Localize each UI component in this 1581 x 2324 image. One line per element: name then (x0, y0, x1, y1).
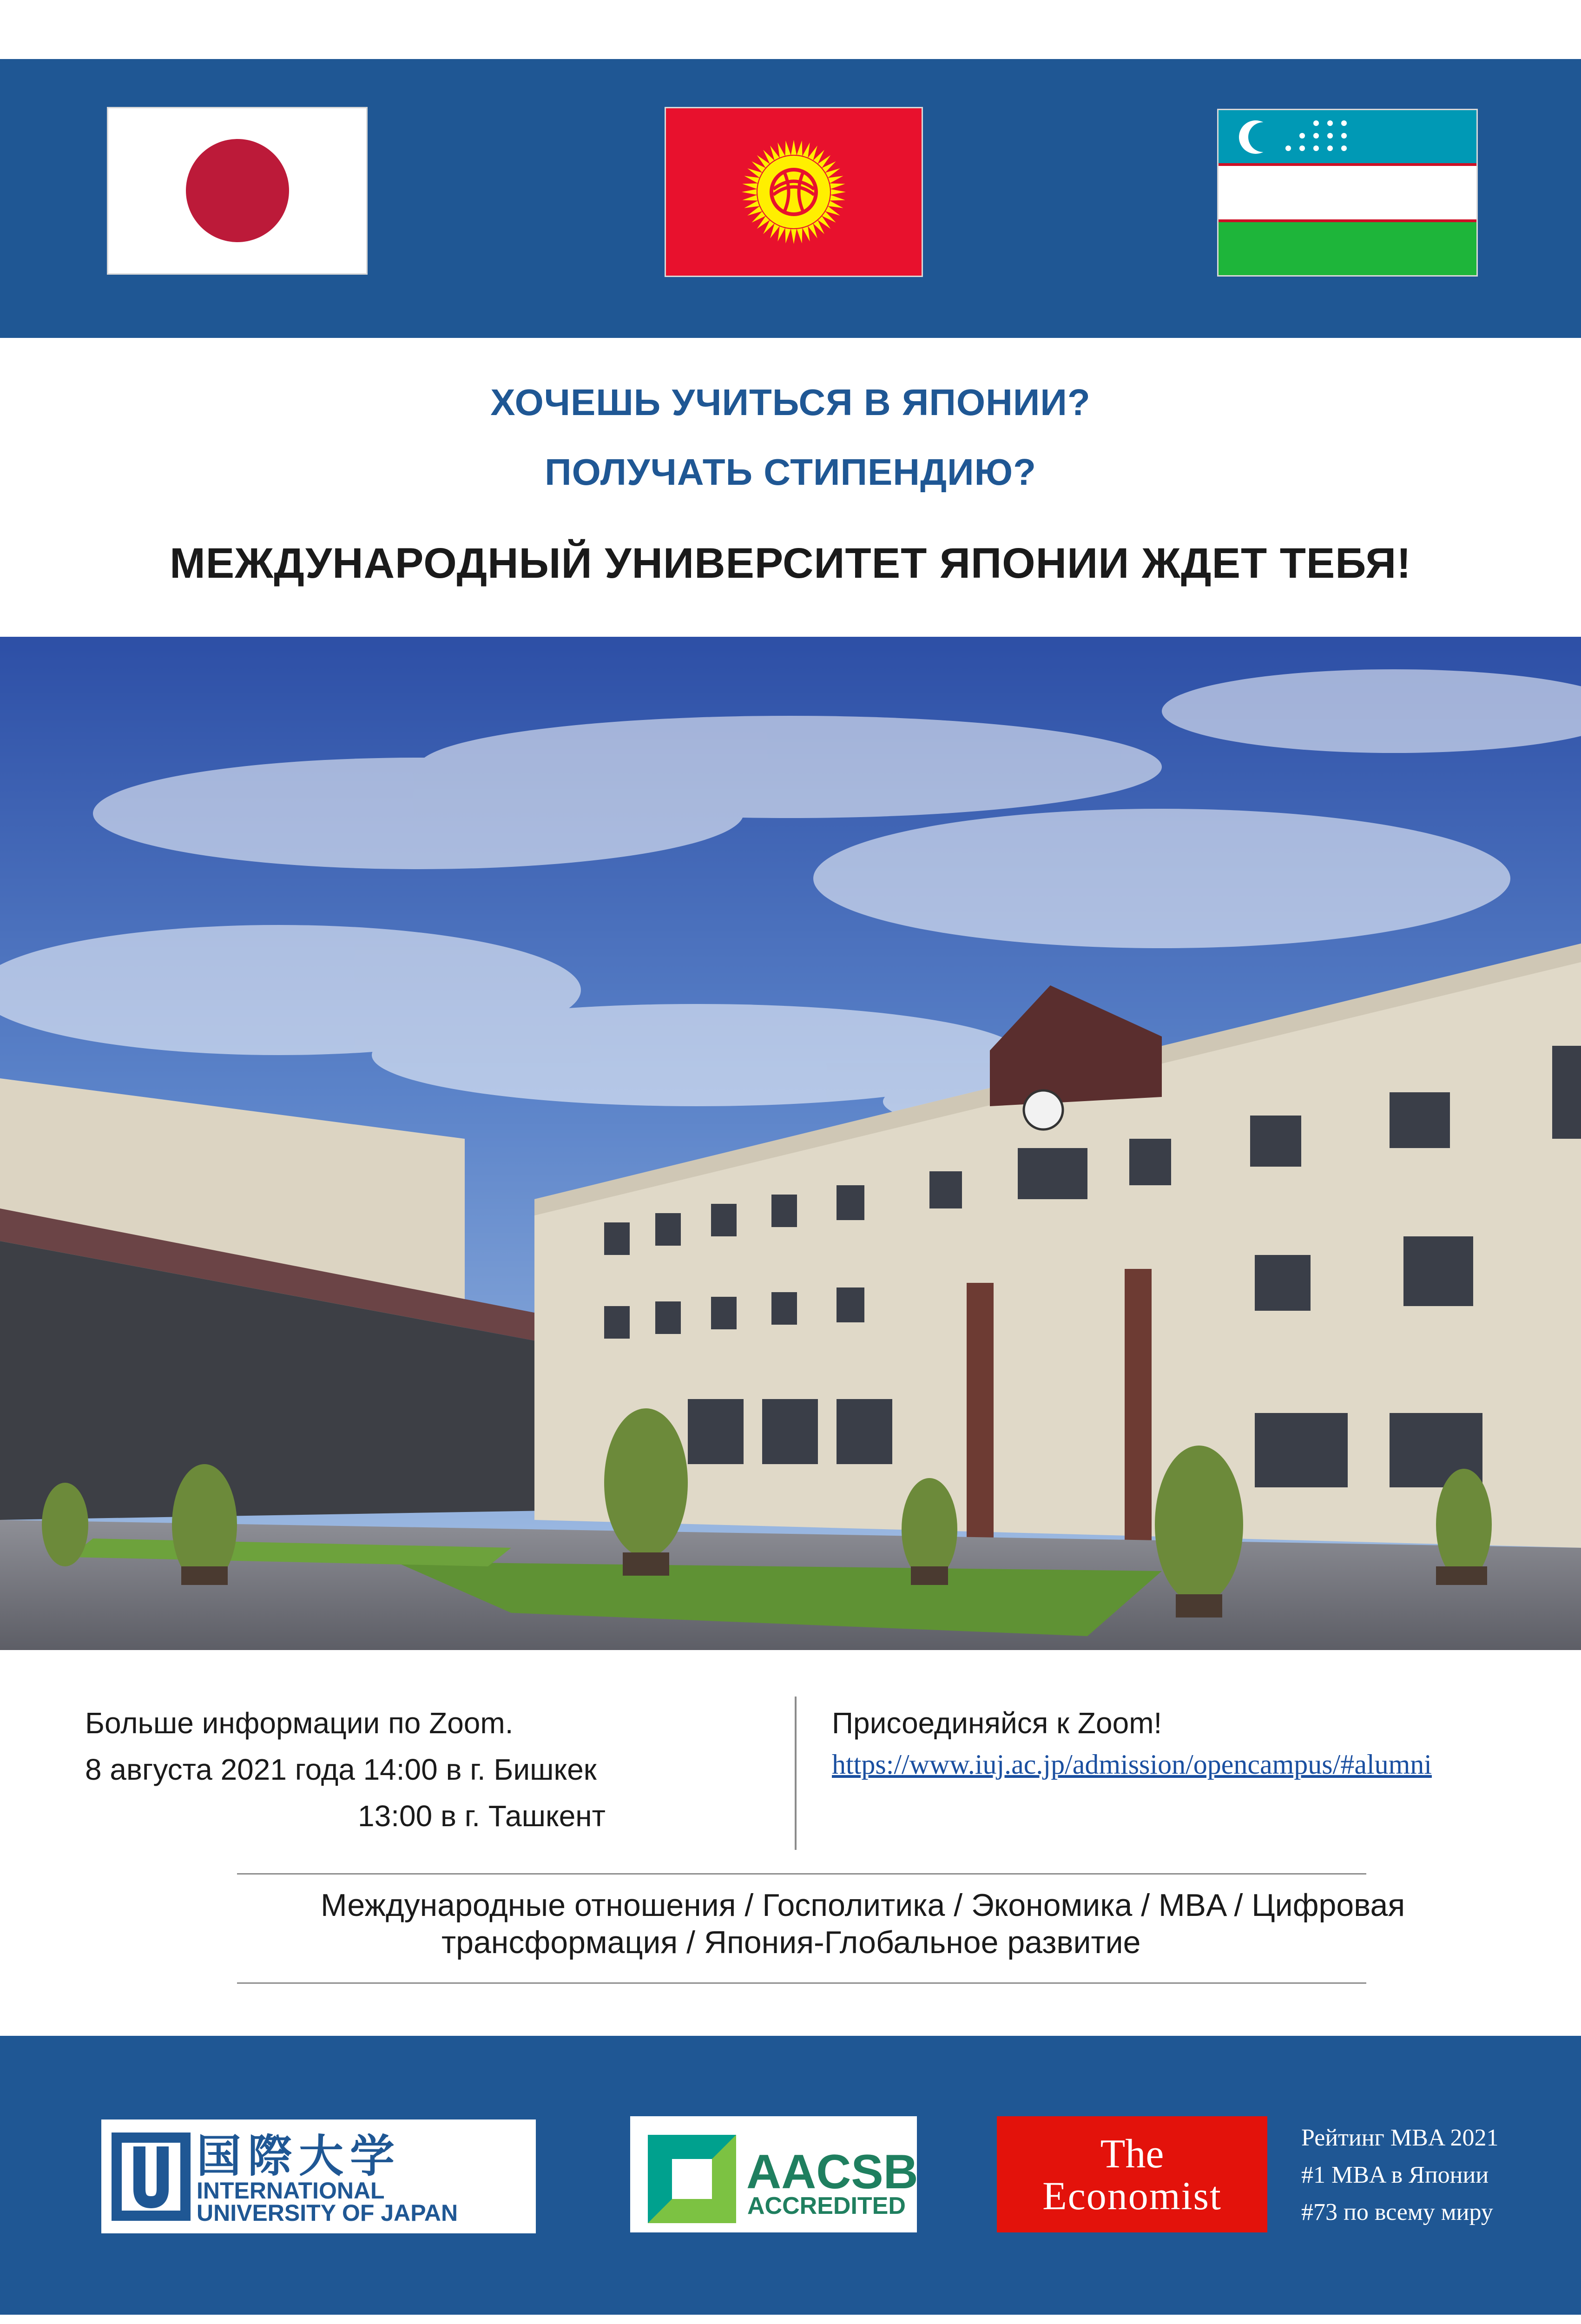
event-date-bishkek: 8 августа 2021 года 14:00 в г. Бишкек (85, 1753, 597, 1786)
kyrgyzstan-flag-icon (666, 108, 922, 276)
economist-the: The (1100, 2132, 1164, 2177)
uzbekistan-flag-graphic (1219, 110, 1476, 275)
programs-list-line-2: трансформация / Япония-Глобальное развитие (441, 1925, 1141, 1960)
headline-university-waits: МЕЖДУНАРОДНЫЙ УНИВЕРСИТЕТ ЯПОНИИ ЖДЕТ ТЕБЯ! (170, 540, 1411, 587)
iuj-emblem-icon (101, 2119, 536, 2233)
vertical-divider (795, 1697, 797, 1850)
aacsb-emblem-icon (630, 2116, 917, 2232)
programs-list-line-1: Международные отношения / Госполитика / Экономика / MBA / Цифровая (321, 1888, 1405, 1923)
iuj-kanji: 国際大学 (197, 2130, 401, 2182)
event-time-tashkent: 13:00 в г. Ташкент (358, 1799, 606, 1833)
iuj-name-line-1: INTERNATIONAL (197, 2178, 385, 2204)
aacsb-accredited: ACCREDITED (747, 2192, 906, 2219)
japan-sun-disc (186, 139, 289, 242)
ranking-japan: #1 MBA в Японии (1301, 2162, 1489, 2188)
aacsb-name: AACSB (746, 2145, 917, 2199)
uzbekistan-flag-icon (1219, 110, 1476, 275)
kyrgyz-sun-emblem (666, 108, 922, 276)
programs-top-rule (237, 1873, 1366, 1875)
programs-bottom-rule (237, 1982, 1366, 1984)
zoom-registration-link[interactable]: https://www.iuj.ac.jp/admission/opencampus/#alumni (832, 1749, 1432, 1780)
ranking-world: #73 по всему миру (1301, 2199, 1493, 2225)
japan-flag-icon (108, 108, 366, 273)
economist-name: Economist (1042, 2173, 1222, 2218)
zoom-info-line: Больше информации по Zoom. (85, 1706, 514, 1740)
iuj-logo (101, 2119, 536, 2233)
campus-photo (0, 637, 1581, 1650)
economist-logo (997, 2116, 1267, 2232)
headline-study-in-japan: ХОЧЕШЬ УЧИТЬСЯ В ЯПОНИИ? (490, 382, 1091, 423)
headline-scholarship: ПОЛУЧАТЬ СТИПЕНДИЮ? (545, 451, 1036, 493)
iuj-name-line-2: UNIVERSITY OF JAPAN (197, 2200, 458, 2226)
zoom-join-label: Присоединяйся к Zoom! (832, 1706, 1162, 1740)
ranking-title: Рейтинг MBA 2021 (1301, 2125, 1499, 2151)
aacsb-logo (630, 2116, 917, 2232)
